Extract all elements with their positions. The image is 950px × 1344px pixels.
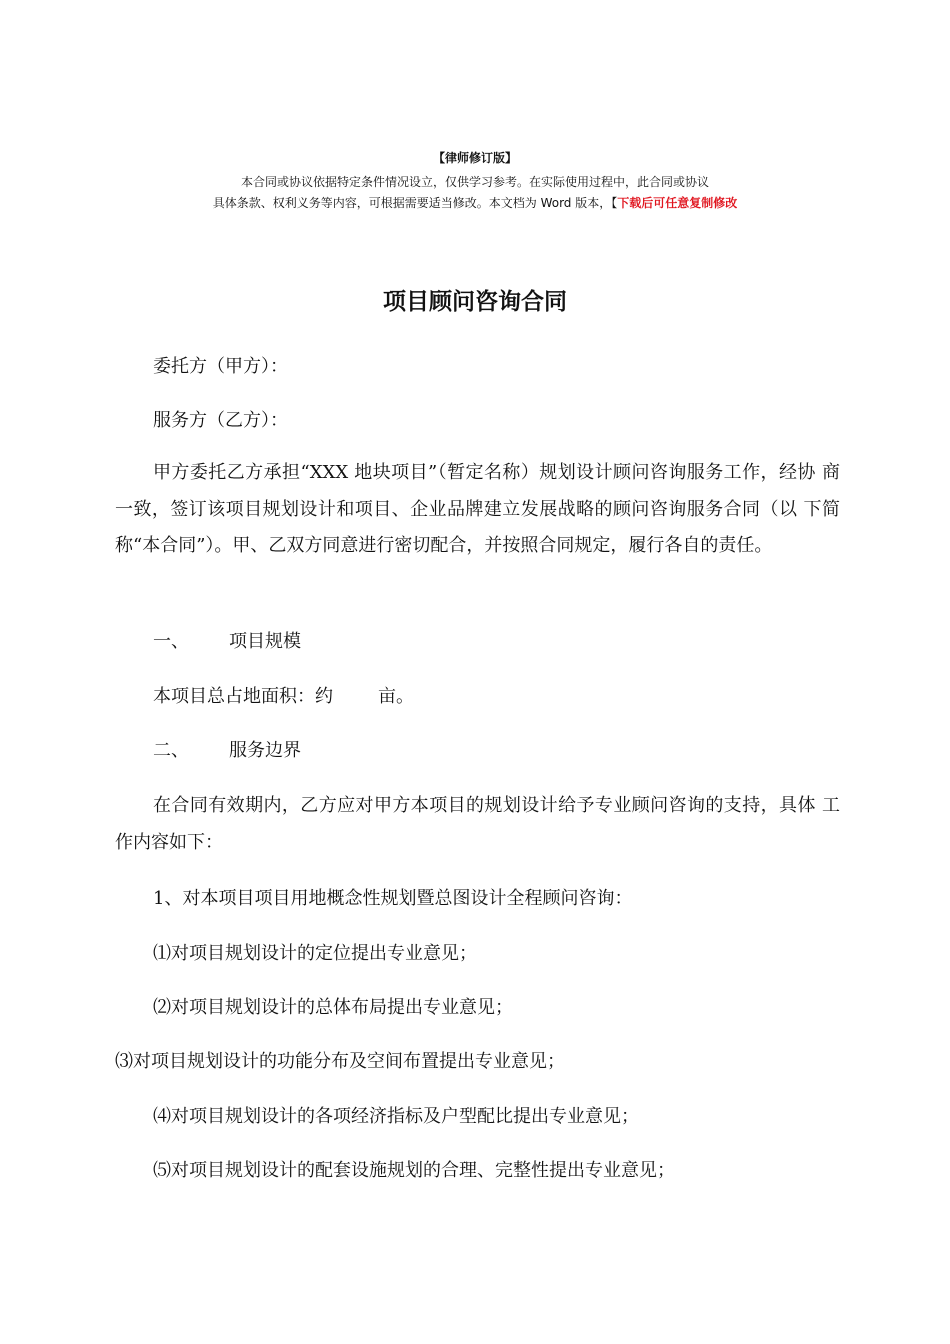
- download-notice-highlight: 下载后可任意复制修改: [617, 196, 738, 210]
- section-2-heading: [153, 739, 301, 763]
- service-subitem: ⑴对项目规划设计的定位提出专业意见；: [153, 943, 477, 964]
- section-2-title: 服务边界: [229, 740, 301, 761]
- notice-heading: 【律师修订版】: [432, 151, 517, 165]
- service-subitem: ⑵对项目规划设计的总体布局提出专业意见；: [153, 997, 513, 1018]
- service-item-1: 1、对本项目项目用地概念性规划暨总图设计全程顾问咨询：: [153, 888, 633, 909]
- service-subitem: ⑶对项目规划设计的功能分布及空间布置提出专业意见；: [115, 1051, 565, 1072]
- party-a-label: 委托方（甲方）：: [153, 356, 288, 377]
- notice-line-2: [0, 196, 950, 210]
- service-subitem: ⑷对项目规划设计的各项经济指标及户型配比提出专业意见；: [153, 1106, 639, 1127]
- section-2-number: 二、: [153, 740, 189, 761]
- section-1-number: 一、: [153, 631, 189, 652]
- notice-line-1: 本合同或协议依据特定条件情况设立，仅供学习参考。在实际使用过程中，此合同或协议: [240, 175, 709, 189]
- party-b-label: 服务方（乙方）：: [153, 410, 288, 431]
- contract-title: 项目顾问咨询合同: [383, 289, 567, 315]
- service-scope-paragraph: 在合同有效期内，乙方应对甲方本项目的规划设计给予专业顾问咨询的支持，具体 工作内容如下：: [115, 795, 840, 853]
- notice-line-2-text: 具体条款、权利义务等内容，可根据需要适当修改。本文档为 Word 版本，【: [212, 196, 618, 210]
- project-area-unit: 亩。: [378, 686, 414, 707]
- section-1-title: 项目规模: [229, 631, 301, 652]
- section-1-heading: [153, 630, 301, 654]
- service-subitem: ⑸对项目规划设计的配套设施规划的合理、完整性提出专业意见；: [153, 1160, 675, 1181]
- project-area-label: 本项目总占地面积：约: [153, 686, 333, 707]
- intro-paragraph: 甲方委托乙方承担“XXX 地块项目”（暂定名称）规划设计顾问咨询服务工作，经协 商一致，签订该项目规划设计和项目、企业品牌建立发展战略的顾问咨询服务合同（以 下简称“本合同”）。甲、乙双方同意进行密切配合，并按照合同规定，履行各自的责任。: [115, 462, 840, 556]
- project-area-line: [153, 685, 414, 709]
